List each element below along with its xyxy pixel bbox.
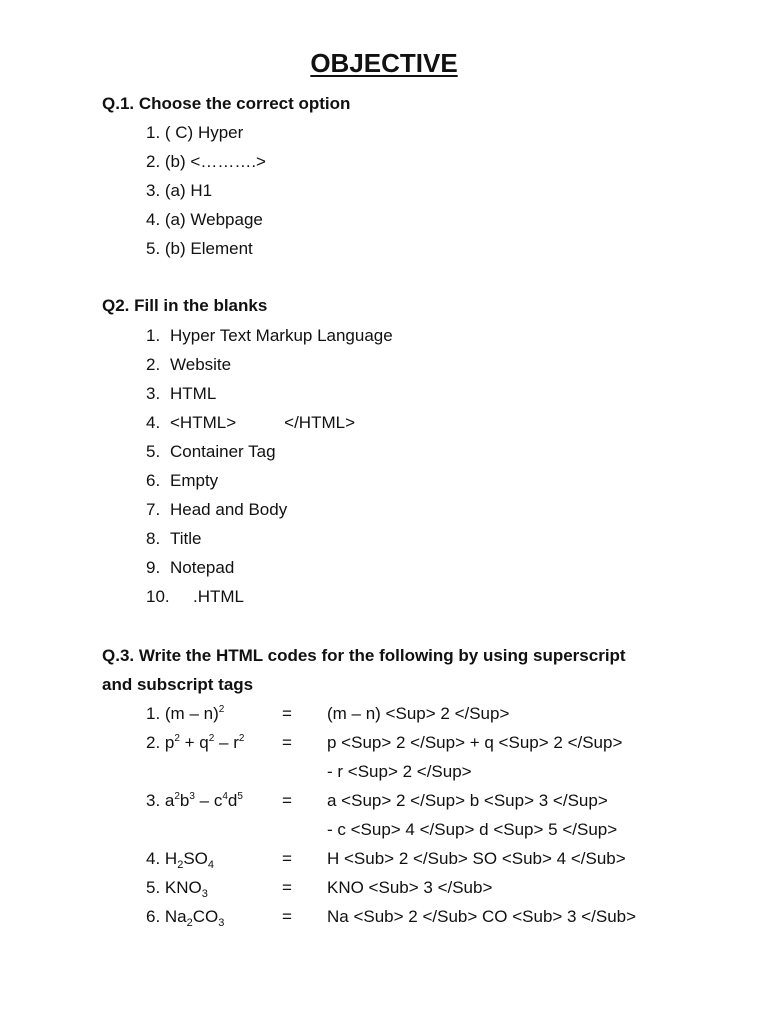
q2-number: 8. [146, 529, 161, 548]
q3-expression [146, 786, 243, 815]
q2-number: 7. [146, 500, 161, 519]
expr-superscript: 2 [208, 733, 215, 744]
q3-expression [146, 844, 214, 873]
expr-text: b [179, 791, 190, 810]
html-code: - c <Sup> 4 </Sup> d <Sup> 5 </Sup> [327, 820, 618, 839]
q2-text: HTML [170, 384, 217, 403]
expr-subscript: 4 [207, 859, 214, 871]
expr-superscript: 2 [174, 733, 180, 744]
q3-row-3 [146, 786, 706, 815]
q2-number: 4. [146, 413, 161, 432]
q2-answer-10 [146, 582, 393, 611]
html-code: a <Sup> 2 </Sup> b <Sup> 3 </Sup> [327, 791, 608, 810]
expr-subscript: 3 [218, 917, 225, 929]
q2-answer-3 [146, 379, 393, 408]
q3-heading-line-1: Q.3. Write the HTML codes for the following by using superscript [102, 646, 626, 665]
q2-number: 3. [146, 384, 161, 403]
equals-sign: = [282, 907, 292, 926]
q2-number: 10. [146, 587, 170, 606]
expr-text: 3. a [146, 791, 175, 810]
q3-expression [146, 902, 224, 931]
expr-text: 1. (m – n) [146, 704, 219, 723]
html-code: p <Sup> 2 </Sup> + q <Sup> 2 </Sup> [327, 733, 623, 752]
page-title: OBJECTIVE [310, 48, 458, 78]
q3-row-4 [146, 844, 706, 873]
q2-number: 6. [146, 471, 161, 490]
expr-text: – r [214, 733, 239, 752]
q3-row-3-continued [146, 815, 706, 844]
html-code: (m – n) <Sup> 2 </Sup> [327, 704, 510, 723]
expr-superscript: 2 [238, 733, 245, 744]
q2-answer-8 [146, 524, 393, 553]
q2-text: Container Tag [170, 442, 276, 461]
html-code: Na <Sub> 2 </Sub> CO <Sub> 3 </Sub> [327, 907, 637, 926]
q2-text: Website [170, 355, 232, 374]
expr-text: – c [194, 791, 223, 810]
expr-text: CO [192, 907, 219, 926]
expr-text: 6. Na [146, 907, 187, 926]
expr-superscript: 4 [222, 791, 228, 802]
q2-text: Title [170, 529, 202, 548]
q2-answer-1 [146, 321, 393, 350]
html-code: H <Sub> 2 </Sub> SO <Sub> 4 </Sub> [327, 849, 626, 868]
q2-text: .HTML [193, 587, 244, 606]
q2-text: Notepad [170, 558, 235, 577]
q3-row-6 [146, 902, 706, 931]
q2-number: 5. [146, 442, 161, 461]
q2-heading: Q2. Fill in the blanks [102, 296, 268, 315]
expr-subscript: 2 [186, 917, 193, 929]
expr-text: 2. p [146, 733, 175, 752]
q2-answer-7 [146, 495, 393, 524]
q2-text: <HTML> [170, 413, 237, 432]
q2-number: 9. [146, 558, 161, 577]
equals-sign: = [282, 733, 292, 752]
q1-heading: Q.1. Choose the correct option [102, 94, 351, 113]
expr-subscript: 3 [201, 888, 208, 900]
q3-heading-line-2: and subscript tags [102, 675, 254, 694]
expr-text: 5. KNO [146, 878, 202, 897]
q3-row-2 [146, 728, 706, 757]
html-code: KNO <Sub> 3 </Sub> [327, 878, 493, 897]
q3-expression [146, 728, 244, 757]
equals-sign: = [282, 791, 292, 810]
q3-row-1 [146, 699, 706, 728]
expr-superscript: 2 [174, 791, 180, 802]
q2-text: Empty [170, 471, 219, 490]
q3-expression [146, 699, 224, 728]
equals-sign: = [282, 849, 292, 868]
expr-text: SO [183, 849, 208, 868]
q2-text: Hyper Text Markup Language [170, 326, 393, 345]
q2-answer-6 [146, 466, 393, 495]
expr-subscript: 2 [177, 859, 184, 871]
q2-text-closing: </HTML> [284, 413, 355, 432]
q2-text: Head and Body [170, 500, 288, 519]
q1-answer-list [146, 118, 266, 263]
q1-answer-1: 1. ( C) Hyper [146, 123, 244, 142]
q1-answer-3: 3. (a) H1 [146, 181, 213, 200]
expr-text: 4. H [146, 849, 178, 868]
q3-expression [146, 873, 208, 902]
html-code: - r <Sup> 2 </Sup> [327, 762, 472, 781]
expr-text: + q [179, 733, 209, 752]
q2-answer-9 [146, 553, 393, 582]
expr-superscript: 2 [218, 704, 225, 715]
q3-row-2-continued [146, 757, 706, 786]
q2-answer-4 [146, 408, 393, 437]
q2-answer-list [146, 321, 393, 611]
q2-answer-5 [146, 437, 393, 466]
q3-answer-table [146, 699, 706, 931]
expr-superscript: 3 [189, 791, 195, 802]
q1-answer-5: 5. (b) Element [146, 239, 253, 258]
q1-answer-4: 4. (a) Webpage [146, 210, 263, 229]
expr-superscript: 5 [237, 791, 243, 802]
expr-text: d [227, 791, 238, 810]
q2-number: 1. [146, 326, 161, 345]
equals-sign: = [282, 878, 292, 897]
equals-sign: = [282, 704, 292, 723]
q2-answer-2 [146, 350, 393, 379]
q2-number: 2. [146, 355, 161, 374]
q1-answer-2: 2. (b) <……….> [146, 152, 266, 171]
q3-row-5 [146, 873, 706, 902]
